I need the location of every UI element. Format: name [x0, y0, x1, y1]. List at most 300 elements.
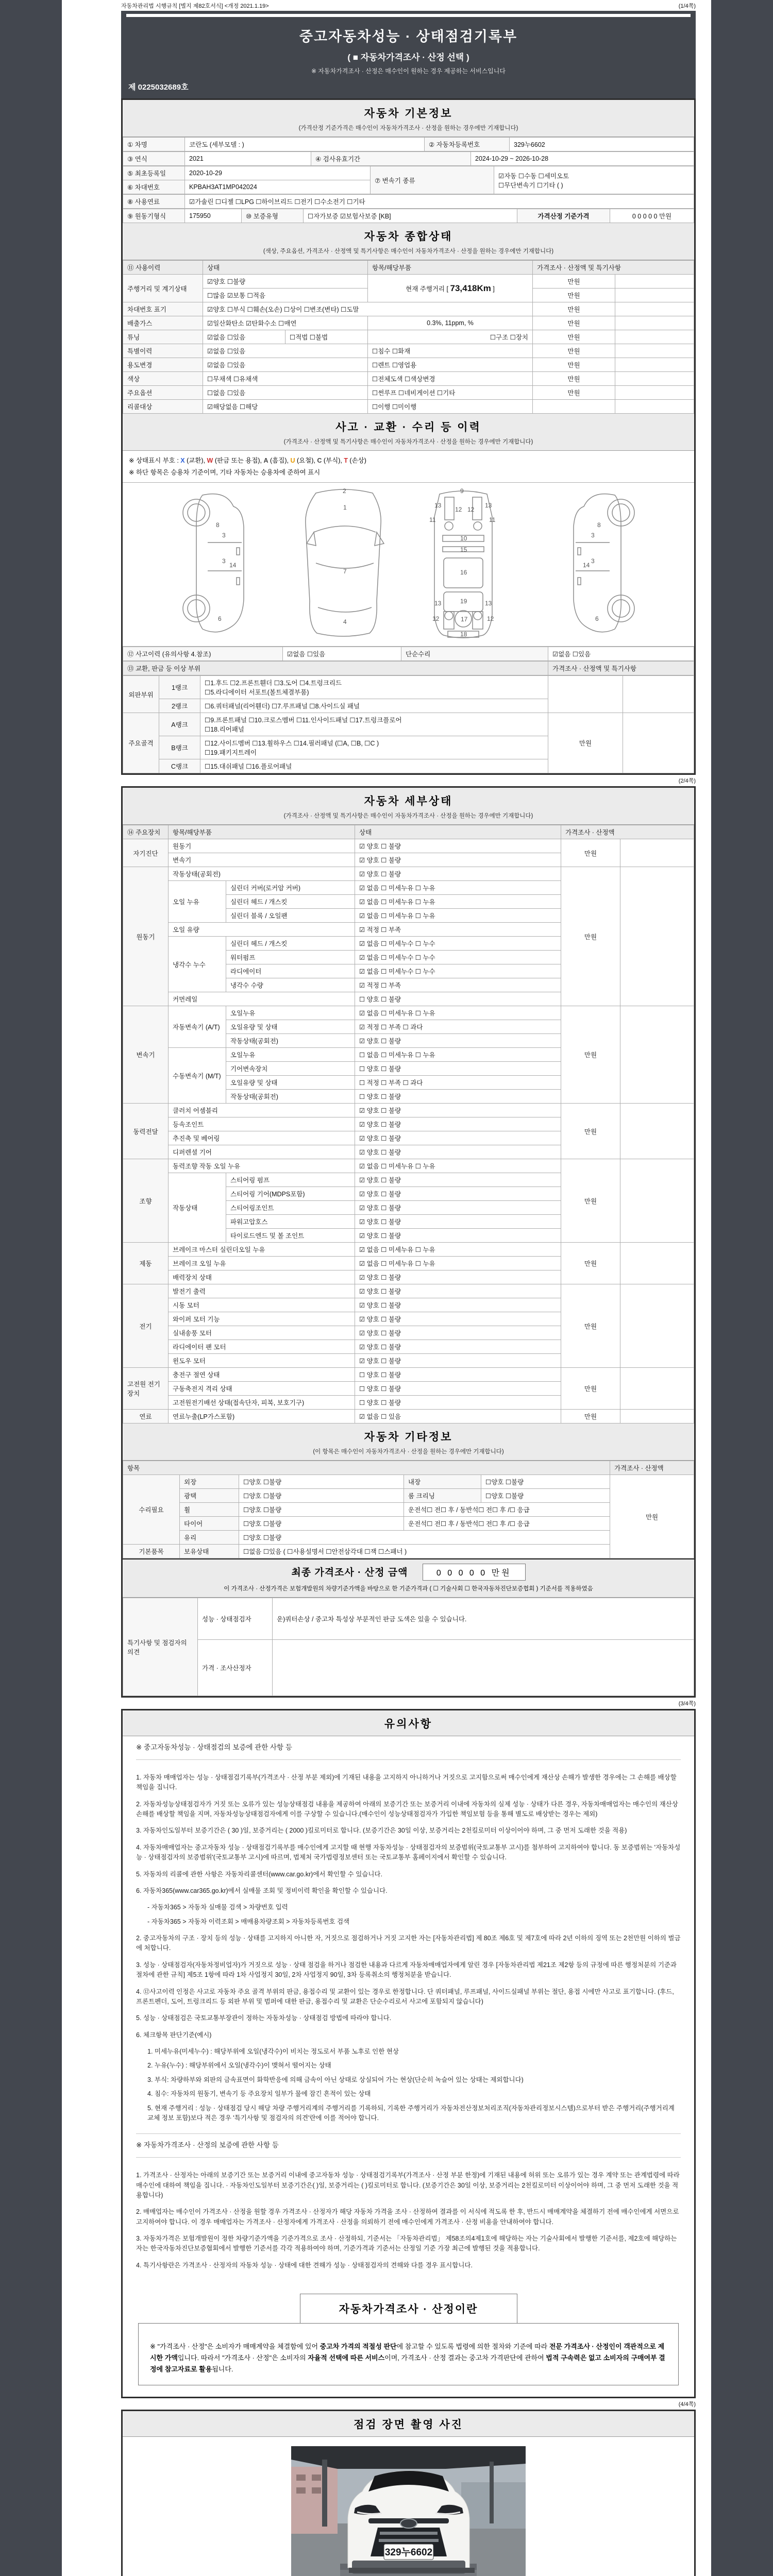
note-cell: [620, 867, 694, 1006]
state-cell: ☐적법 ☐불법: [285, 330, 368, 344]
state-cell: ☐많음 ☑보통 ☐적음: [203, 289, 368, 302]
inspection-period-value: 2024-10-29 ~ 2026-10-28: [471, 152, 694, 166]
position-cell: 운전석☐ 전☐ 후 / 동반석☐ 전☐ 후 /☐ 응급: [404, 1517, 610, 1531]
notice-item: 5. 성능 · 상태점검은 국토교통부장관이 정하는 자동차성능 · 상태점검 방법에 따라야 합니다.: [136, 2014, 392, 2022]
detail-state-note: (가격조사 · 산정액 및 특기사항은 매수인이 자동차가격조사 · 산정을 원하는 경우에만 기재합니다): [283, 813, 533, 819]
row-label: 리콜대상: [123, 400, 203, 414]
notice-item: 6. 자동차365(www.car365.go.kr)에서 실매물 조회 및 정비이력 확인을 확인할 수 있습니다.: [136, 1887, 388, 1894]
price-cell: 만원: [533, 330, 615, 344]
diagram-number: 16: [460, 569, 467, 576]
state-cell: ☑ 양호 ☐ 불량: [355, 1201, 561, 1215]
note-cell: [620, 839, 694, 867]
rank-items-line: ☐12.사이드멤버 ☐13.휠하우스 ☐14.필러패널 (☐A, ☐B, ☐C ): [205, 740, 379, 747]
basic-info-row-e: [123, 194, 694, 209]
diagram-number: 15: [460, 546, 467, 553]
item-cell: ☐전체도색 ☐색상변경: [368, 372, 533, 386]
page2-box: [121, 786, 696, 1698]
row-label: 튜닝: [123, 330, 203, 344]
final-price-note: 이 가격조사 · 산정가격은 보험개발원의 차량기준가액을 바탕으로 한 기준가격과 ( ☐ 기술사회 ☐ 한국자동차진단보증협회 ) 기준서를 적용하였음: [224, 1586, 593, 1592]
item-cell: 발전기 출력: [169, 1284, 355, 1298]
rank-items-line: ☐18.리어패널: [205, 726, 244, 733]
photo1-cell: [123, 2437, 694, 2576]
panel-frame-table: [123, 675, 694, 773]
price-survey-box-text: [138, 2323, 679, 2385]
registration-number-value: 329누6602: [510, 138, 694, 151]
col-header: 가격조사 · 산정액 및 특기사항: [533, 261, 694, 275]
etc-info-header: [123, 1423, 694, 1461]
field-label: ⑩ 보증유형: [242, 209, 304, 223]
state-cell: ☐ 양호 ☐ 불량: [355, 1368, 561, 1382]
rank-items: ☐6.쿼터패널(리어휀더) ☐7.루프패널 ☐8.사이드실 패널: [200, 699, 548, 713]
state-cell: ☑ 없음 ☐ 미세누수 ☐ 누수: [355, 937, 561, 951]
col-header: 상태: [355, 825, 561, 839]
box-text-part: 입니다. 따라서 "가격조사 · 산정"은 소비자의: [177, 2354, 308, 2362]
diagram-number: 12: [432, 615, 439, 622]
overall-state-title: 자동차 종합상태: [364, 231, 453, 243]
note-cell: [623, 676, 694, 713]
overall-state-note: (색상, 주요옵션, 가격조사 · 산정액 및 특기사항은 매수인이 자동차가격조사 · 산정을 원하는 경우에만 기재합니다): [263, 248, 554, 255]
group-label: 고전원 전기장치: [123, 1368, 169, 1410]
box-text-part: 법적 구속력은 없고 소비자의 구매여부 결정에 참고자료로 활용: [150, 2354, 665, 2374]
state-cell: ☑ 없음 ☐ 미세누수 ☐ 누수: [355, 951, 561, 964]
box-text-part: 중고차 가격의 적절성 판단: [320, 2343, 397, 2351]
engine-type-value: 175950: [185, 209, 242, 223]
row-label: ⑫ 사고이력 (유의사항 4.참조): [123, 647, 283, 661]
emission-values: 0.3%, 11ppm, %: [368, 316, 533, 330]
state-cell: ☑ 양호 ☐ 불량: [355, 1034, 561, 1048]
page1-box: [121, 98, 696, 775]
car-diagram-svg: [141, 486, 677, 640]
final-price-value: 0 0 0 0 0 만원: [423, 1564, 526, 1581]
item-cell: 추진축 및 베어링: [169, 1131, 355, 1145]
state-cell: ☐양호 ☐불량: [239, 1503, 404, 1517]
state-code-legend: [123, 451, 694, 483]
item-cell: 라디에이터: [226, 964, 355, 978]
diagram-number: 13: [434, 600, 441, 607]
item-cell: 실린더 헤드 / 개스킷: [226, 937, 355, 951]
notice-item: 2. 매매업자는 매수인이 가격조사 · 산정을 원할 경우 가격조사 · 산정자가 해당 자동차 가격을 조사 · 산정하여 결과를 이 서식에 적도록 한 후, 반드시 매매계약을 체결하기 전에 매수인에게 서면으로 고지하여야 합니다. 이 경우 매매업자는 가격조사 · 산정자에게 가격조사 · 산정을 의뢰하기 전에 매수인에게 가격조사 · 산정 비용을 안내하여야 합니다.: [136, 2208, 679, 2226]
box-text-part: 에 참고할 수 있도록 법령에 의한 절차와 기준에 따라: [396, 2343, 549, 2351]
etc-info-table: [123, 1461, 694, 1558]
item-label: 룸 크리닝: [404, 1489, 481, 1503]
notice-subitem: 1. 미세누유(미세누수) : 해당부위에 오일(냉각수)이 비치는 정도로서 부품 노후로 인한 현상: [147, 2048, 399, 2056]
notice-item: 1. 자동차 매매업자는 성능 · 상태점검기록부(가격조사 · 산정 부분 제외)에 기재된 내용을 고지하지 아니하거나 거짓으로 고지함으로써 매수인에게 재산상 손해가 발생한 경우에는 그 손해를 배상할 책임을 집니다.: [136, 1773, 677, 1791]
diagram-number: 3: [591, 557, 595, 565]
item-cell: 오일 유량: [169, 923, 355, 937]
price-cell: 만원: [561, 1104, 620, 1159]
report-header: [121, 11, 696, 98]
car-damage-diagram: [123, 483, 694, 647]
state-cell: ☑ 양호 ☐ 불량: [355, 1173, 561, 1187]
subgroup-label: 자동변속기 (A/T): [169, 1006, 226, 1048]
state-cell: ☐없음 ☐있음 ( ☐사용설명서 ☐안전삼각대 ☐잭 ☐스패너 ): [239, 1545, 610, 1558]
opinion-label: 특기사항 및 점검자의 의견: [123, 1598, 198, 1696]
group-label: 연료: [123, 1410, 169, 1423]
position-cell: 운전석☐ 전☐ 후 / 동반석☐ 전☐ 후 /☐ 응급: [404, 1503, 610, 1517]
state-cell: ☐ 양호 ☐ 불량: [355, 1090, 561, 1104]
report-service-note: ※ 자동차가격조사 · 산정은 매수인이 원하는 경우 제공하는 서비스입니다: [311, 67, 506, 75]
item-cell: 작동상태(공회전): [169, 867, 355, 881]
rank-items: [200, 736, 548, 759]
fuel-type-checks: ☑가솔린 ☐디젤 ☐LPG ☐하이브리드 ☐전기 ☐수소전기 ☐기타: [185, 195, 694, 209]
price-cell: 만원: [561, 1410, 620, 1423]
state-cell: ☑ 없음 ☐ 미세누유 ☐ 누유: [355, 909, 561, 923]
item-cell: 동력조향 작동 오일 누유: [169, 1159, 355, 1173]
item-label: 타이어: [180, 1517, 239, 1531]
item-cell: 브레이크 마스터 실린더오일 누유: [169, 1243, 355, 1257]
group-label: 전기: [123, 1284, 169, 1368]
field-label: ⑨ 원동기형식: [123, 209, 185, 223]
item-cell: 디퍼렌셜 기어: [169, 1145, 355, 1159]
notice-title: 유의사항: [384, 1718, 433, 1730]
state-cell: ☑ 양호 ☐ 불량: [355, 1312, 561, 1326]
item-cell: ☐렌트 ☐영업용: [368, 358, 533, 372]
header-divider: [126, 14, 691, 17]
subgroup-label: 오일 누유: [169, 881, 226, 923]
rank-label: 1랭크: [159, 676, 200, 699]
state-cell: ☑ 양호 ☐ 불량: [355, 1340, 561, 1354]
notice-subitem: 5. 현재 주행거리 : 성능 · 상태점검 당시 해당 차량 주행거리계의 주행거리를 기록하되, 기록한 주행거리가 자동차전산정보처리조직(자동차관리정보시스템)으로부터 받은 주행거리(주행거리계 교체 정보 포함)보다 적은 경우 '특기사항 및 점검자의 의견'란에 이를 적어야 합니다.: [147, 2104, 675, 2122]
item-label: 휠: [180, 1503, 239, 1517]
price-cell: 만원: [533, 302, 615, 316]
note-cell: [615, 275, 694, 289]
item-cell: 오일누유: [226, 1006, 355, 1020]
mileage-value: 73,418Km: [450, 283, 491, 293]
price-cell: [533, 400, 615, 414]
diagram-number: 13: [434, 502, 441, 509]
box-text-part: 자율적 선택에 따른 서비스: [308, 2354, 385, 2362]
rank-items-line: ☐1.후드 ☐2.프론트휀더 ☐3.도어 ☐4.트렁크리드: [205, 680, 342, 687]
notice-item: 3. 성능 · 상태점검자(자동차정비업자)가 거짓으로 성능 · 상태 점검을 하거나 점검한 내용과 다르게 자동차매매업자에게 알린 경우 [자동차관리법 제21조 제2항 등의 규정에 따른 행정처분의 기준과 절차에 관한 규칙] 제5조 1항에 따라 1차 사업정지 30일, 2차 사업정지 90일, 3차 등록취소의 행정처분을 받습니다.: [136, 1961, 677, 1979]
item-cell: 라디에이터 팬 모터: [169, 1340, 355, 1354]
state-cell: ☑ 없음 ☐ 미세누유 ☐ 누유: [355, 881, 561, 895]
state-cell: ☑ 없음 ☐ 미세누유 ☐ 누유: [355, 895, 561, 909]
state-cell: ☐무채색 ☐유채색: [203, 372, 368, 386]
item-cell: 워터펌프: [226, 951, 355, 964]
detail-state-header: [123, 788, 694, 825]
box-text-part: 전문 가격조사 · 산정인이 객관적으로 제시한 가액: [150, 2343, 665, 2362]
transmission-row1: ☑자동 ☐수동 ☐세미오토: [498, 172, 569, 180]
col-header: 항목/해당부품: [169, 825, 355, 839]
state-cell: ☑없음 ☐있음: [203, 344, 368, 358]
item-label: 외장: [180, 1475, 239, 1489]
state-cell: ☐양호 ☐불량: [239, 1475, 404, 1489]
state-cell: ☑ 없음 ☐ 미세누유 ☐ 누유: [355, 1243, 561, 1257]
item-cell: 오일누유: [226, 1048, 355, 1062]
rank-label: 2랭크: [159, 699, 200, 713]
state-cell: ☑ 양호 ☐ 불량: [355, 1145, 561, 1159]
note-cell: [620, 1243, 694, 1284]
opinion-table: [123, 1598, 694, 1696]
warranty-type-checks: ☐자가보증 ☑보험사보증 [KB]: [304, 209, 517, 223]
state-cell: ☐양호 ☐불량: [481, 1489, 610, 1503]
state-cell: ☑양호 ☐불량: [203, 275, 368, 289]
item-cell: 오일유량 및 상태: [226, 1076, 355, 1090]
code-a-label: (흠집),: [268, 457, 291, 464]
col-header: ⑬ 교환, 판금 등 이상 부위: [123, 662, 548, 675]
rank-items: [200, 676, 548, 699]
row-label: 차대번호 표기: [123, 302, 203, 316]
price-cell: 만원: [561, 867, 620, 1006]
notice-subitem: 4. 침수: 자동차의 원동기, 변속기 등 주요장치 일부가 물에 잠긴 흔적이 있는 상태: [147, 2090, 371, 2098]
diagram-number: 13: [484, 502, 492, 509]
diagram-number: 6: [217, 615, 222, 622]
item-cell: 스티어링조인트: [226, 1201, 355, 1215]
item-label: 유리: [180, 1531, 239, 1545]
notice-block3: [136, 2158, 681, 2283]
diagram-number: 2: [342, 487, 346, 495]
row-label: 색상: [123, 372, 203, 386]
item-cell: 타이로드엔드 및 볼 조인트: [226, 1229, 355, 1243]
overall-state-table: [123, 260, 694, 414]
price-survey-box-title: 자동차가격조사 · 산정이란: [300, 2294, 517, 2324]
item-cell: 연료누출(LP가스포함): [169, 1410, 355, 1423]
notice-item: 3. 자동차가격은 보험개발원이 정한 차량기준가액을 기준가격으로 조사 · 산정하되, 기준서는 「자동차관리법」 제58조의4제1호에 해당하는 자는 기술사회에서 발행한 기준서를, 제2호에 해당하는 자는 한국자동차진단보증협회에서 발행한 기준서를 각각 적용하여야 하며, 기준가격과 기준서는 산정일 기준 가장 최근에 발행된 것을 적용합니다.: [136, 2235, 677, 2252]
box-text-part: 이며, 가격조사 · 산정 결과는 중고차 가격판단에 관하여: [384, 2354, 546, 2362]
report-subtitle: ( ■ 자동차가격조사 · 산정 선택 ): [347, 53, 469, 62]
detail-state-table: [123, 825, 694, 1423]
col-header: 상태: [203, 261, 368, 275]
appraiser-comment: [273, 1640, 694, 1696]
state-cell: ☑ 없음 ☐ 미세누유 ☐ 누유: [355, 1257, 561, 1270]
price-cell: 만원: [533, 316, 615, 330]
code-t-label: (손상): [347, 457, 366, 464]
state-cell: ☐ 양호 ☐ 불량: [355, 992, 561, 1006]
diagram-number: 12: [486, 615, 494, 622]
price-cell: 만원: [533, 386, 615, 400]
state-cell: ☐없음 ☐있음: [203, 386, 368, 400]
state-cell: ☑ 없음 ☐ 미세누유 ☐ 누유: [355, 1159, 561, 1173]
state-cell: ☑ 양호 ☐ 불량: [355, 1326, 561, 1340]
diagram-number: 12: [455, 506, 462, 513]
note-cell: [620, 1159, 694, 1243]
price-cell: 만원: [561, 1006, 620, 1104]
diagram-number: 12: [467, 506, 474, 513]
state-cell: ☑ 양호 ☐ 불량: [355, 1284, 561, 1298]
transmission-row2: ☐무단변속기 ☐기타 ( ): [498, 181, 563, 189]
note-cell: [615, 386, 694, 400]
notice-sub2: ※ 자동차가격조사 · 산정의 보증에 관한 사항 등: [136, 2134, 681, 2158]
car-name-value: 코란도 (세부모델 : ): [185, 138, 425, 151]
diagram-number: 17: [460, 616, 467, 623]
page-marker-3: (3/4쪽): [678, 1701, 696, 1707]
state-cell: ☑없음 ☐있음: [203, 358, 368, 372]
item-label: 광택: [180, 1489, 239, 1503]
diagram-number: 3: [591, 532, 595, 539]
state-cell: ☑해당없음 ☐해당: [203, 400, 368, 414]
row-label: 배출가스: [123, 316, 203, 330]
row-label: 용도변경: [123, 358, 203, 372]
state-cell: ☐양호 ☐불량: [481, 1475, 610, 1489]
col-header: 가격조사 · 산정액: [561, 825, 694, 839]
code-c: C: [317, 457, 322, 464]
field-label: ② 자동차등록번호: [425, 138, 510, 151]
state-cell: ☑ 양호 ☐ 불량: [355, 853, 561, 867]
note-cell: [615, 344, 694, 358]
field-label: ⑤ 최초등록일: [123, 166, 185, 180]
col-header: 가격조사 · 산정액 및 특기사항: [548, 662, 694, 675]
group-label: 외판부위: [123, 676, 159, 713]
item-cell: 스티어링 펌프: [226, 1173, 355, 1187]
state-cell: ☐양호 ☐불량: [239, 1517, 404, 1531]
group-label: 동력전달: [123, 1104, 169, 1159]
accident-history-header: [123, 414, 694, 451]
legend-prefix: ※ 상태표시 부호 :: [129, 457, 181, 464]
legend-line1: [129, 455, 688, 467]
state-cell: ☐ 양호 ☐ 불량: [355, 1396, 561, 1410]
state-cell: ☑ 양호 ☐ 불량: [355, 1229, 561, 1243]
code-t: T: [344, 457, 348, 464]
notice-item: 1. 가격조사 · 산정자는 아래의 보증기간 또는 보증거리 이내에 중고자동차 성능 · 상태점검기록부(가격조사 · 산정 부분 한정)에 기재된 내용에 허위 또는 오류가 있는 경우 계약 또는 관계법령에 따라 매수인에 대하여 책임을 집니다. · 자동차인도일부터 보증기간은( )일, 보증거리는 ( )킬로미터로 합니다. (보증기간은 30일 이상, 보증거리는 2천킬로미터 이상이어야 하며, 그 중 먼저 도래한 것을 적용합니다): [136, 2172, 680, 2199]
rank-items-line: ☐5.라디에이터 서포트(볼트체결부품): [205, 689, 309, 696]
code-u-label: (요철),: [295, 457, 317, 464]
state-cell: ☐양호 ☐불량: [239, 1489, 404, 1503]
price-cell: 만원: [533, 289, 615, 302]
diagram-number: 7: [343, 568, 347, 575]
item-cell: 클러치 어셈블리: [169, 1104, 355, 1117]
photo-section-header: [123, 2411, 694, 2437]
diagram-number: 14: [582, 562, 590, 569]
item-cell: 원동기: [169, 839, 355, 853]
price-cell: 만원: [533, 358, 615, 372]
box-text-part: ※ "가격조사 · 산정"은 소비자가 매매계약을 체결함에 있어: [150, 2343, 320, 2351]
group-label: 수리필요: [123, 1475, 180, 1545]
diagram-number: 10: [460, 535, 467, 542]
mileage-prefix: 현재 주행거리 [: [406, 285, 450, 293]
state-cell: ☐ 없음 ☐ 미세누유 ☐ 누유: [355, 1048, 561, 1062]
accident-history-row: [123, 647, 694, 661]
state-cell: ☑ 양호 ☐ 불량: [355, 839, 561, 853]
diagram-number: 18: [460, 631, 467, 638]
model-year-value: 2021: [185, 152, 311, 166]
field-label: ⑦ 변속기 종류: [371, 166, 494, 194]
item-label: 내장: [404, 1475, 481, 1489]
note-cell: [620, 1410, 694, 1423]
item-cell: 시동 모터: [169, 1298, 355, 1312]
item-cell: 실린더 커버(로커암 커버): [226, 881, 355, 895]
field-label: ⑧ 사용연료: [123, 195, 185, 209]
col-header: ⑪ 사용이력: [123, 261, 203, 275]
note-cell: [615, 400, 694, 414]
diagram-number: 19: [460, 598, 467, 605]
item-cell: 등속조인트: [169, 1117, 355, 1131]
col-header: 가격조사 · 산정액: [610, 1461, 694, 1475]
exchange-header-row: [123, 661, 694, 675]
inspector-comment: 운)쿼터손상 / 중고차 특성상 부분적인 판금 도색은 있을 수 있습니다.: [273, 1598, 694, 1640]
note-cell: [620, 1006, 694, 1104]
state-cell: ☑ 양호 ☐ 불량: [355, 1270, 561, 1284]
box-text-part: 됩니다.: [212, 2365, 233, 2374]
license-plate-text: 329누6602: [384, 2547, 433, 2558]
code-w: W: [207, 457, 213, 464]
final-price-label: 최종 가격조사 · 산정 금액: [291, 1567, 408, 1578]
page4-box: [121, 2410, 696, 2576]
page-marker-1: (1/4쪽): [678, 3, 696, 9]
mileage-item: [368, 275, 533, 302]
col-header: 항목/해당부품: [368, 261, 533, 275]
state-cell: ☐ 양호 ☐ 불량: [355, 1382, 561, 1396]
detail-state-title: 자동차 세부상태: [364, 795, 453, 807]
notice-subitem: 3. 부식: 차량하부와 외판의 금속표면이 화학반응에 의해 금속이 아닌 상태로 상실되어 가는 현상(단순히 녹슬어 있는 상태는 제외합니다): [147, 2076, 524, 2083]
rank-label: B랭크: [159, 736, 200, 759]
state-cell: ☑ 없음 ☐ 있음: [355, 1410, 561, 1423]
vin-value: KPBAH3AT1MP042024: [185, 180, 371, 194]
base-price-label: 가격산정 기준가격: [517, 209, 610, 223]
note-cell: [615, 358, 694, 372]
notice-item: 2. 자동차성능상태점검자가 거짓 또는 오류가 있는 성능상태점검 내용을 제공하여 아래의 보증기간 또는 보증거리 이내에 자동차의 실제 성능 · 상태가 다른 경우, 자동차매매업자는 매수인의 재산상 손해를 배상할 책임을 지며, 자동차성능상태점검자에게 이를 구상할 수 있습니다.(매수인이 성능상태점검자가 가입한 책임보험 등을 통해 별도로 배상받는 경우는 제외): [136, 1800, 678, 1818]
state-cell: ☑ 없음 ☐ 미세누수 ☐ 누수: [355, 964, 561, 978]
diagram-number: 4: [343, 618, 347, 625]
code-u: U: [290, 457, 295, 464]
item-cell: 스티어링 기어(MDPS포함): [226, 1187, 355, 1201]
top-strip: [121, 0, 696, 11]
document-number: 제 0225032689호: [128, 83, 189, 92]
rank-items: [200, 713, 548, 736]
group-label: 변속기: [123, 1006, 169, 1104]
item-cell: 오일유량 및 상태: [226, 1020, 355, 1034]
subgroup-label: 냉각수 누수: [169, 937, 226, 992]
overall-state-header: [123, 223, 694, 260]
photo-section-title: 점검 장면 촬영 사진: [354, 2418, 463, 2431]
notice-item: 2. 중고자동차의 구조 · 장치 등의 성능 · 상태를 고지하지 아니한 자, 거짓으로 점검하거나 거짓 고지한 자는 [자동차관리법] 제 80조 제6호 및 제7호에 따라 2년 이하의 징역 또는 2천만원 이하의 벌금에 처합니다.: [136, 1935, 681, 1952]
group-label: 기본품목: [123, 1545, 180, 1558]
rank-label: C랭크: [159, 759, 200, 773]
state-cell: ☑ 양호 ☐ 불량: [355, 1298, 561, 1312]
price-cell: 만원: [533, 372, 615, 386]
page-marker-4: (4/4쪽): [678, 2401, 696, 2408]
etc-info-note: (이 항목은 매수인이 자동차가격조사 · 산정을 원하는 경우에만 기재합니다): [313, 1449, 504, 1455]
inspector-label: 성능 · 상태점검자: [198, 1598, 273, 1640]
price-cell: 만원: [548, 713, 623, 773]
state-cell: ☑없음 ☐있음: [548, 647, 694, 661]
notice-item: 4. ⑫사고이력 인정은 사고로 자동차 주요 골격 부위의 판금, 용접수리 및 교환이 있는 경우로 한정합니다. 단 쿼터패널, 루프패널, 사이드실패널 부위는 절단, 용접 시에만 사고로 표기합니다. (후드, 프론트펜더, 도어, 트렁크리드 등 외판 부위 및 범퍼에 대한 판금, 용접수리 및 교환은 단순수리로서 사고에 포함되지 않습니다): [136, 1988, 674, 2005]
group-label: 주요골격: [123, 713, 159, 773]
state-cell: ☑일산화탄소 ☑탄화수소 ☐매연: [203, 316, 368, 330]
notice-header: [123, 1710, 694, 1736]
notice-subitem: 2. 누유(누수) : 해당부위에서 오일(냉각수)이 맺혀서 떨어지는 상태: [147, 2062, 331, 2070]
basic-info-row-a: [123, 137, 694, 151]
diagram-number: 14: [229, 562, 236, 569]
basic-info-row-cd: [123, 166, 694, 194]
note-cell: [620, 1368, 694, 1410]
state-cell: ☑양호 ☐부식 ☐훼손(오손) ☐상이 ☐변조(변타) ☐도말: [203, 302, 533, 316]
group-label: 원동기: [123, 867, 169, 1006]
price-cell: 만원: [561, 1159, 620, 1243]
row-label: 주요옵션: [123, 386, 203, 400]
item-cell: 충전구 절연 상태: [169, 1368, 355, 1382]
row-label: 주행거리 및 계기상태: [123, 275, 203, 302]
state-cell: ☑ 양호 ☐ 불량: [355, 867, 561, 881]
price-cell: 만원: [561, 1368, 620, 1410]
diagram-number: 3: [222, 557, 226, 565]
note-cell: [615, 330, 694, 344]
first-registration-value: 2020-10-29: [185, 166, 371, 180]
row-label: 단순수리: [401, 647, 548, 661]
basic-info-row-b: [123, 151, 694, 166]
item-cell: ☐이행 ☐미이행: [368, 400, 533, 414]
item-cell: 작동상태(공회전): [226, 1090, 355, 1104]
note-cell: [615, 289, 694, 302]
state-cell: ☑없음 ☐있음: [283, 647, 401, 661]
note-cell: [620, 1104, 694, 1159]
item-cell: 윈도우 모터: [169, 1354, 355, 1368]
diagram-number: 6: [595, 615, 599, 622]
rank-items-line: ☐19.패키지트레이: [205, 749, 257, 756]
group-label: 조향: [123, 1159, 169, 1243]
diagram-number: 8: [215, 521, 220, 529]
document-paper: [62, 0, 711, 2576]
note-cell: [615, 302, 694, 316]
